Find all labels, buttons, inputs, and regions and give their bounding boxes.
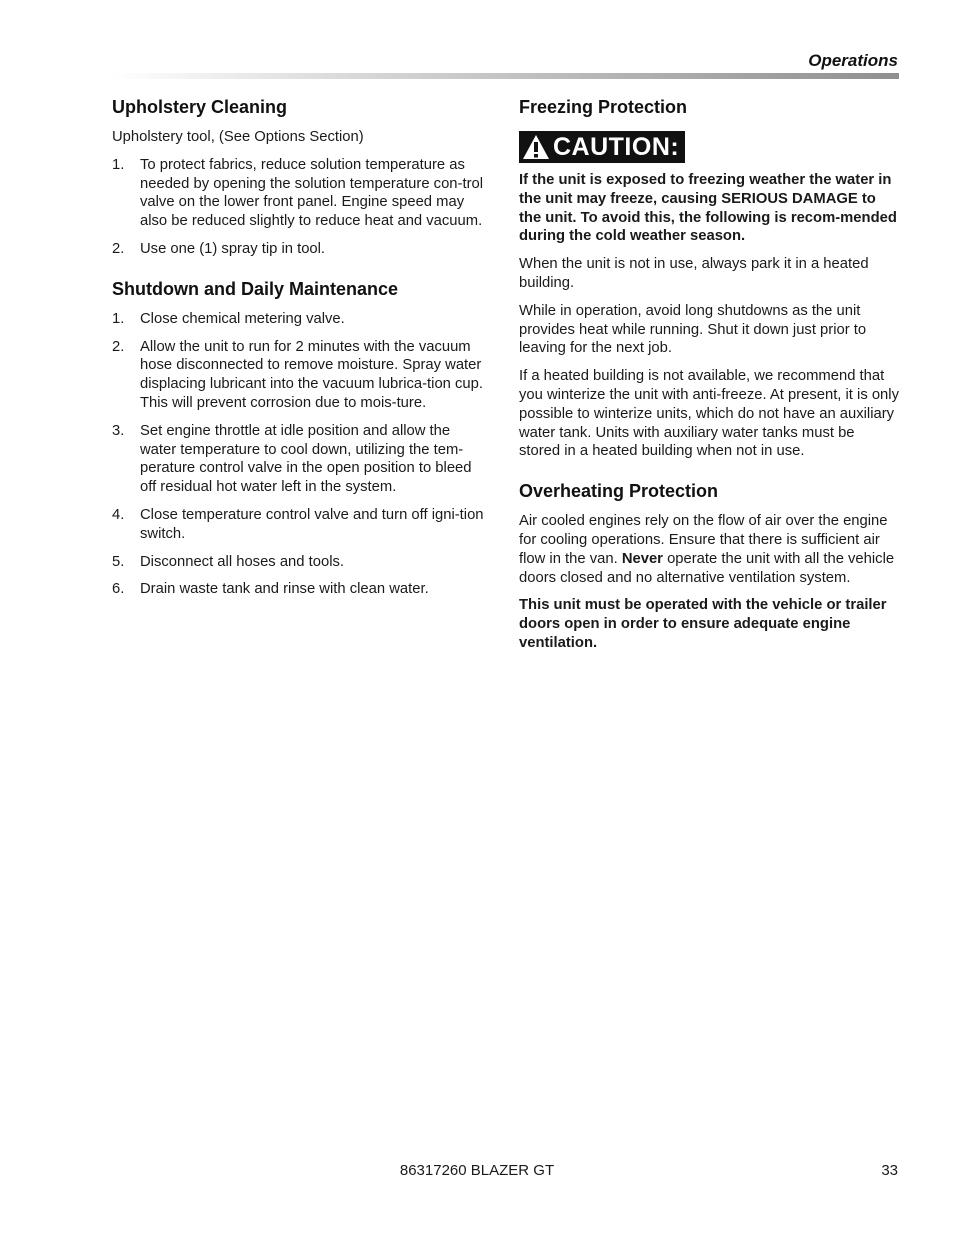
list-item — [112, 240, 490, 259]
step-number: 1. — [112, 156, 125, 173]
overheating-text-emphasis: Never — [621, 550, 663, 567]
list-item — [112, 310, 490, 329]
step-text: Close temperature control valve and turn off igni-tion switch. — [140, 506, 484, 542]
shutdown-steps — [112, 310, 490, 599]
step-text: Drain waste tank and rinse with clean water. — [140, 581, 429, 598]
step-text: Disconnect all hoses and tools. — [140, 553, 344, 570]
overheating-warning: This unit must be operated with the vehicle or trailer doors open in order to ensure adequate engine ventilation. — [519, 597, 887, 651]
left-column — [112, 96, 490, 608]
upholstery-heading: Upholstery Cleaning — [112, 97, 288, 117]
shutdown-heading: Shutdown and Daily Maintenance — [112, 278, 399, 299]
footer-page-number: 33 — [881, 1162, 898, 1179]
list-item — [112, 422, 490, 497]
page-section-title: Operations — [808, 51, 898, 70]
overheating-text-pre: Air cooled engines rely on the flow of air over the engine for cooling operations. Ensure that there is sufficient air flow in the van. — [519, 513, 888, 567]
step-number: 2. — [112, 240, 125, 257]
step-number: 6. — [112, 581, 125, 598]
freezing-paragraph: When the unit is not in use, always park it in a heated building. — [519, 256, 869, 291]
step-text: Use one (1) spray tip in tool. — [140, 240, 326, 257]
step-text: Set engine throttle at idle position and allow the water temperature to cool down, utilizing the tem-perature control valve in the open position to bleed off residual hot water left in the system. — [140, 422, 472, 496]
list-item — [112, 506, 490, 544]
overheating-text-post: operate the unit with all the vehicle doors closed and no alternative ventilation system. — [519, 550, 895, 586]
list-item — [112, 338, 490, 413]
step-text: Allow the unit to run for 2 minutes with the vacuum hose disconnected to remove moisture. Spray water displacing lubricant into the vacuum lubrica-tion cup. This will prevent corrosion due to mois-ture. — [140, 338, 483, 411]
freezing-warning: If the unit is exposed to freezing weather the water in the unit may freeze, causing SERIOUS DAMAGE to the unit. To avoid this, the following is recom-mended during the cold weather season. — [519, 172, 897, 245]
step-number: 5. — [112, 553, 125, 570]
step-text: To protect fabrics, reduce solution temperature as needed by opening the solution temperature con-trol valve on the lower front panel. Engine speed may also be reduced slightly to reduce heat and vacuum. — [140, 156, 484, 230]
upholstery-intro: Upholstery tool, (See Options Section) — [112, 129, 364, 145]
freezing-heading: Freezing Protection — [519, 97, 688, 117]
caution-text: CAUTION: — [553, 133, 680, 161]
list-item — [112, 553, 490, 572]
step-number: 3. — [112, 422, 125, 439]
step-number: 1. — [112, 310, 125, 327]
list-item — [112, 156, 490, 231]
list-item — [112, 580, 490, 599]
step-number: 4. — [112, 506, 125, 523]
footer-document-id: 86317260 BLAZER GT — [399, 1162, 555, 1179]
upholstery-steps — [112, 156, 490, 259]
warning-triangle-icon — [522, 134, 550, 160]
step-text: Close chemical metering valve. — [140, 310, 345, 327]
freezing-paragraph: While in operation, avoid long shutdowns as the unit provides heat while running. Shut it down just prior to leaving for the next job. — [519, 302, 867, 357]
caution-label — [519, 131, 685, 163]
right-column — [519, 96, 899, 662]
header-rule — [112, 73, 899, 79]
freezing-paragraph: If a heated building is not available, we recommend that you winterize the unit with anti-freeze. At present, it is only possible to winterize units, which do not have an auxiliary water tank. Units with auxiliary water tanks must be stored in a heated building when not in use. — [519, 368, 899, 460]
overheating-heading: Overheating Protection — [519, 481, 719, 502]
overheating-paragraph — [519, 512, 899, 587]
step-number: 2. — [112, 338, 125, 355]
